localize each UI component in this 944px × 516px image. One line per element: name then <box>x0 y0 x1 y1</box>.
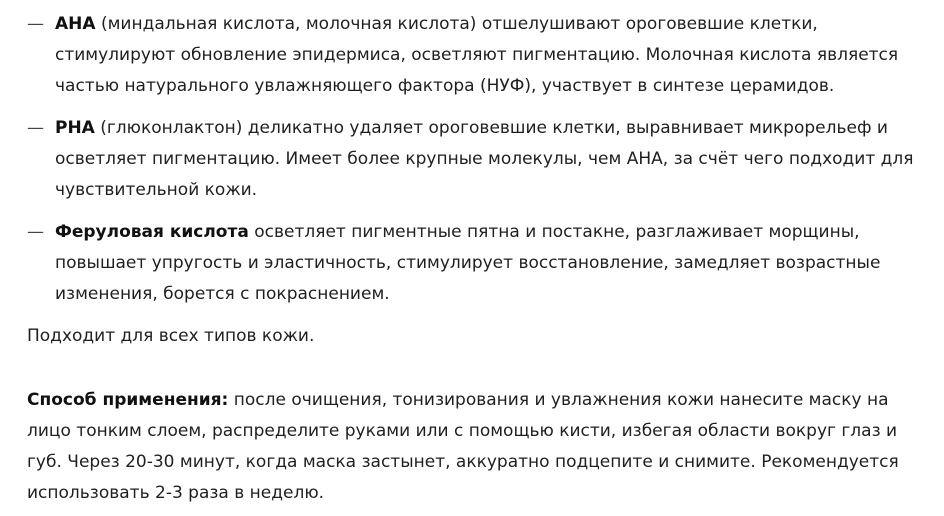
ingredients-list <box>27 9 937 310</box>
list-item <box>27 113 937 206</box>
dash-bullet: — <box>27 222 44 242</box>
usage-instructions <box>27 385 937 509</box>
ingredient-term: AHA <box>55 14 96 34</box>
ingredient-description: осветляет пигментные пятна и постакне, разглаживает морщины, повышает упругость и эластичность, стимулирует восстановление, замедляет возрастные изменения, борется с покраснением. <box>55 222 881 304</box>
list-item <box>27 9 937 102</box>
dash-bullet: — <box>27 118 44 138</box>
ingredient-term: Феруловая кислота <box>55 222 249 242</box>
skin-type-note: Подходит для всех типов кожи. <box>27 326 315 346</box>
usage-text: после очищения, тонизирования и увлажнения кожи нанесите маску на лицо тонким слоем, распределите руками или с помощью кисти, избегая области вокруг глаз и губ. Через 20-30 минут, когда маска застынет, аккуратно подцепите и снимите. Рекомендуется использовать 2-3 раза в неделю. <box>27 390 899 503</box>
ingredient-description: (миндальная кислота, молочная кислота) отшелушивают ороговевшие клетки, стимулируют обновление эпидермиса, осветляют пигментацию. Молочная кислота является частью натурального увлажняющего фактора (НУФ), участвует в синтезе церамидов. <box>55 14 899 96</box>
dash-bullet: — <box>27 14 44 34</box>
list-item <box>27 217 937 310</box>
usage-label: Способ применения: <box>27 390 229 410</box>
ingredient-term: PHA <box>55 118 95 138</box>
ingredient-description: (глюконлактон) деликатно удаляет ороговевшие клетки, выравнивает микрорельеф и осветляет пигментацию. Имеет более крупные молекулы, чем AHA, за счёт чего подходит для чувствительной кожи. <box>55 118 914 200</box>
product-description <box>27 9 937 509</box>
